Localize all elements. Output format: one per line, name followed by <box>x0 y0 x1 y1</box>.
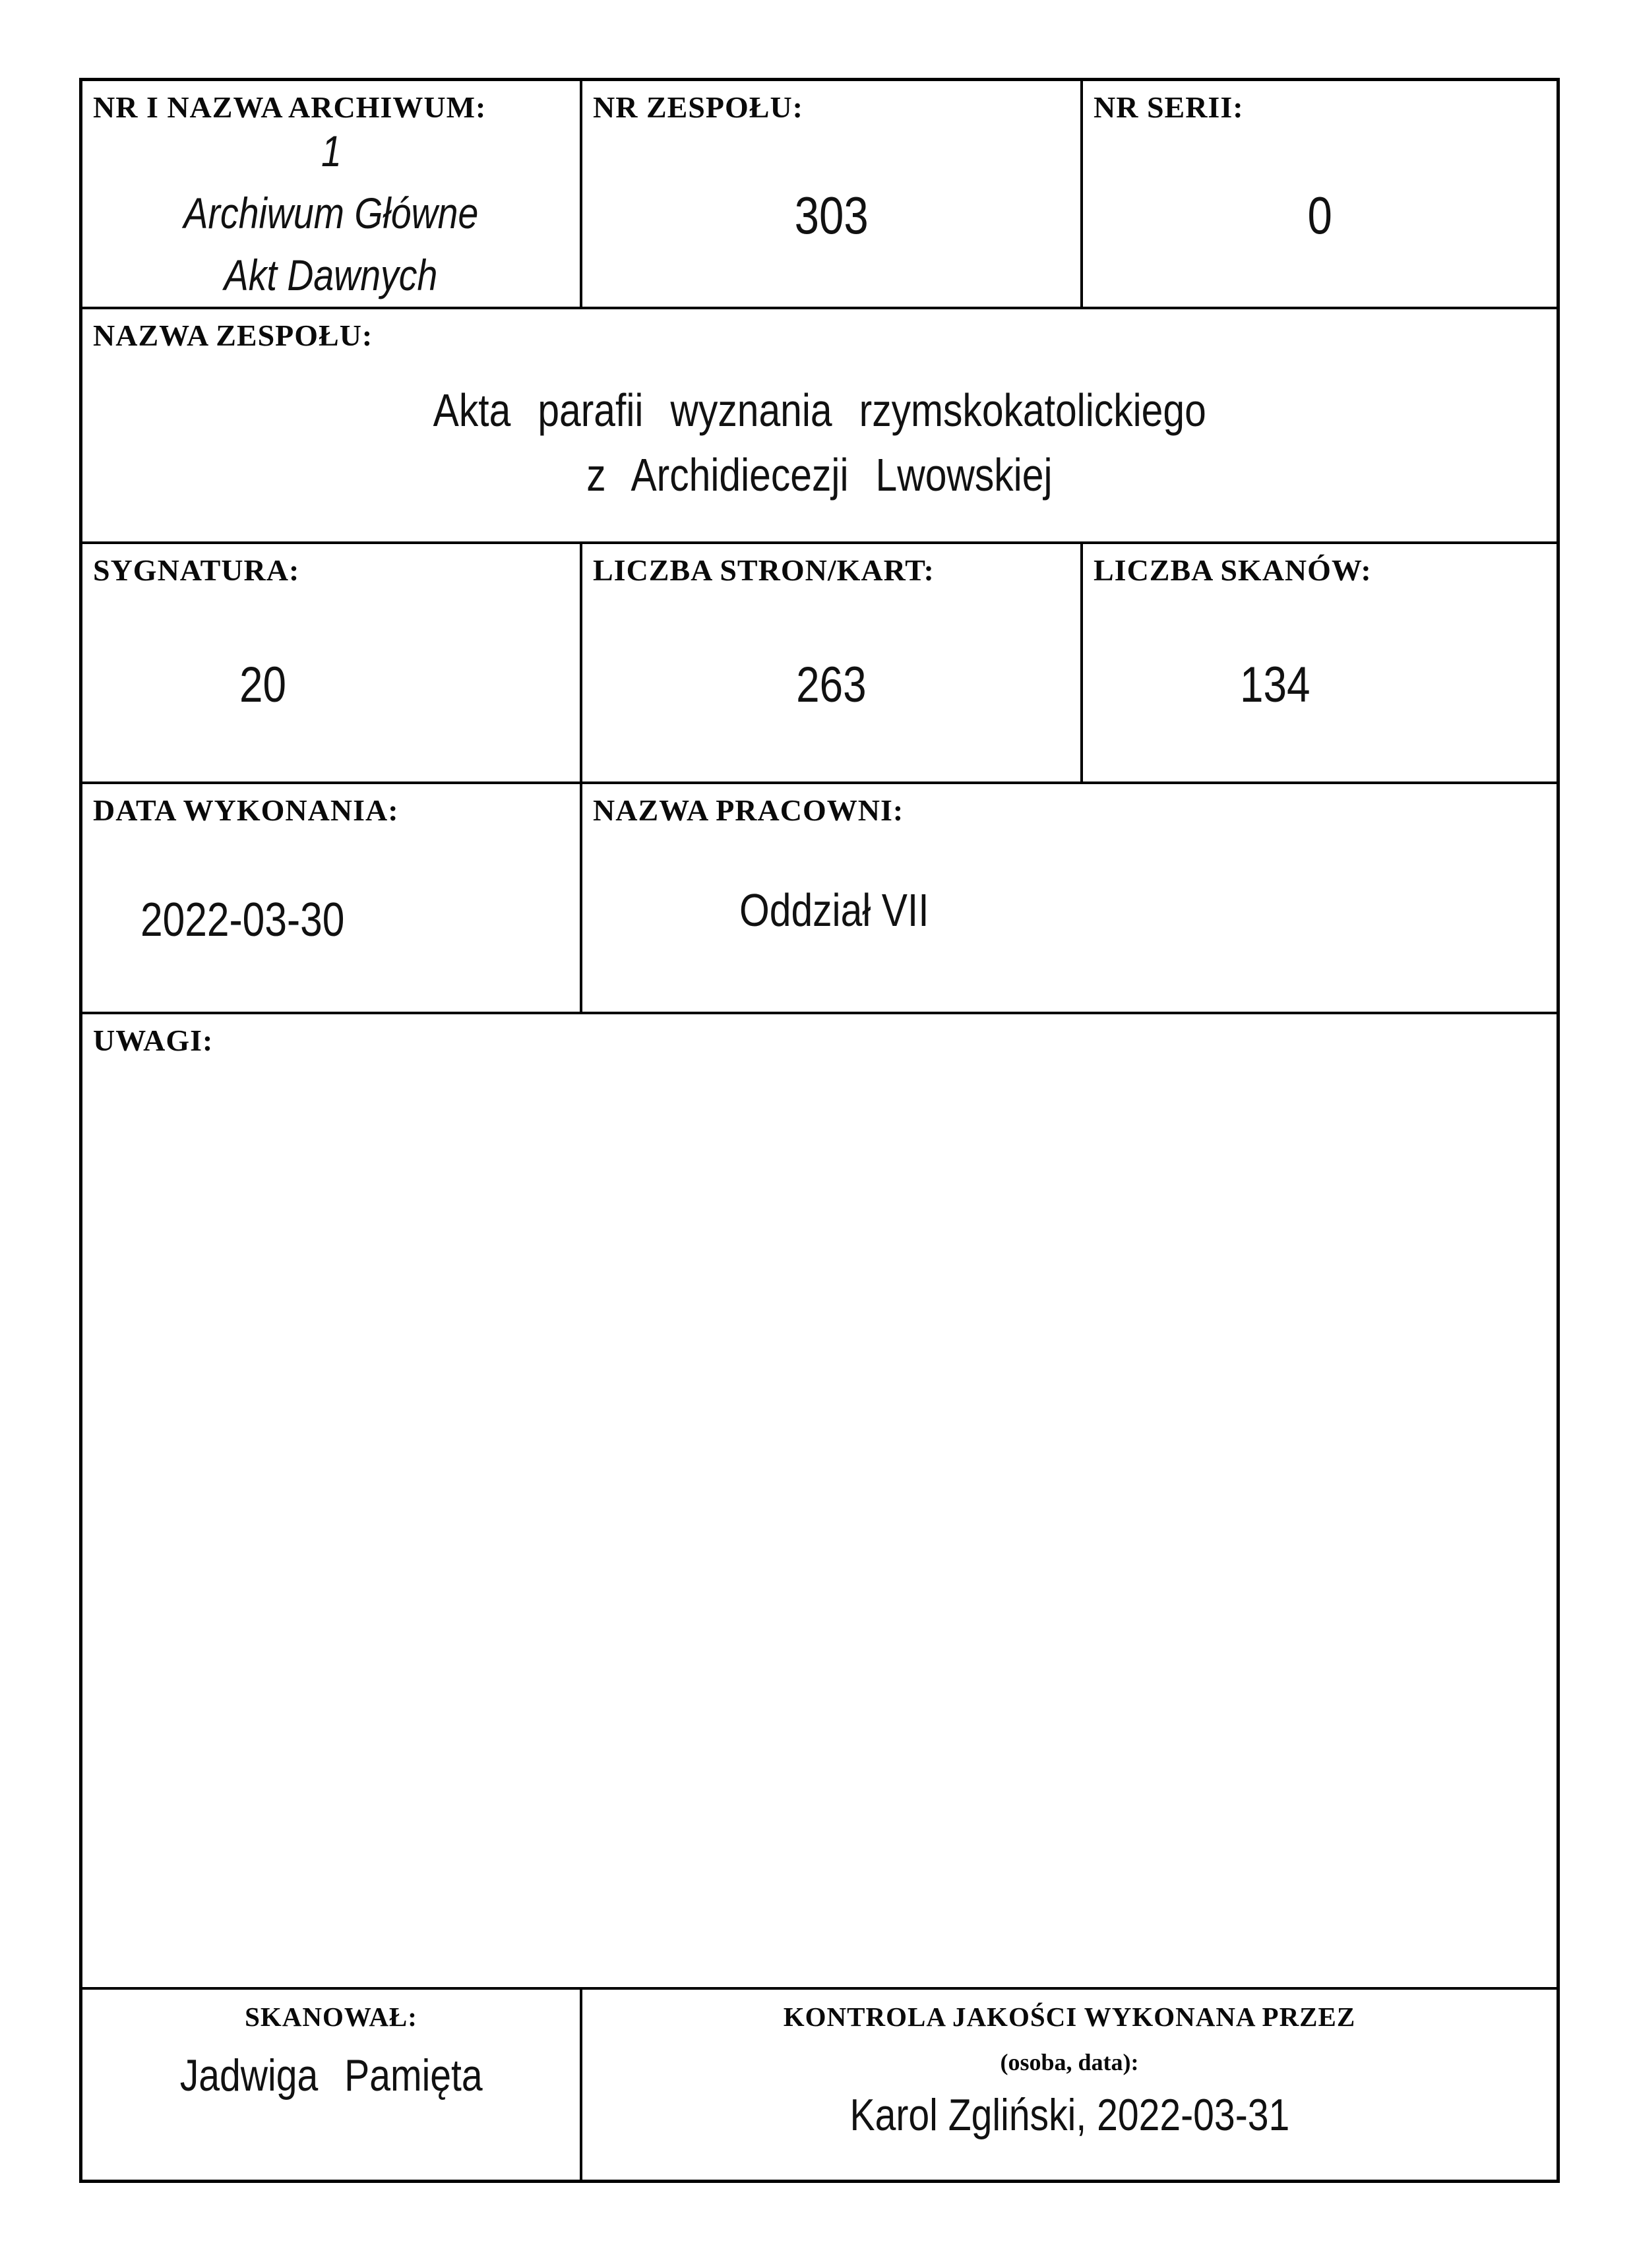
archive-name-value <box>82 120 580 307</box>
cell-scanned-by <box>82 1990 580 2180</box>
row-execution <box>82 782 1557 1012</box>
fonds-number-label: NR ZESPOŁU: <box>593 90 803 124</box>
row-counts <box>82 541 1557 782</box>
cell-archive-name <box>82 81 580 307</box>
scans-count-label: LICZBA SKANÓW: <box>1094 553 1372 587</box>
pages-count-label: LICZBA STRON/KART: <box>593 553 935 587</box>
series-number-value-zone <box>1083 125 1557 307</box>
execution-date-value-zone <box>82 828 580 1012</box>
quality-control-value: Karol Zgliński, 2022-03-31 <box>849 2089 1289 2140</box>
archive-name-line2: Akt Dawnych <box>224 251 438 300</box>
workroom-name-value-zone <box>582 828 1557 1012</box>
archive-name-line1: Archiwum Główne <box>183 189 479 238</box>
cell-workroom-name <box>580 784 1557 1012</box>
scanned-by-value: Jadwiga Pamięta <box>179 2050 483 2101</box>
series-number-label: NR SERII: <box>1094 90 1244 124</box>
fonds-name-line2: z Archidiecezji Lwowskiej <box>586 449 1053 501</box>
pages-count-value: 263 <box>796 656 867 713</box>
scanned-by-value-zone <box>82 2033 580 2180</box>
fonds-name-label: NAZWA ZESPOŁU: <box>93 319 373 352</box>
row-signoff <box>82 1987 1557 2180</box>
cell-scans-count <box>1080 544 1557 782</box>
fonds-number-value: 303 <box>794 186 869 245</box>
archive-name-label: NR I NAZWA ARCHIWUM: <box>93 90 487 124</box>
row-remarks <box>82 1012 1557 1987</box>
workroom-name-label: NAZWA PRACOWNI: <box>593 793 904 827</box>
execution-date-value: 2022-03-30 <box>140 893 345 946</box>
execution-date-label: DATA WYKONANIA: <box>93 793 399 827</box>
cell-remarks <box>82 1014 1557 1987</box>
signature-value-zone <box>82 588 580 782</box>
fonds-number-value-zone <box>582 125 1080 307</box>
quality-control-label: KONTROLA JAKOŚCI WYKONANA PRZEZ <box>783 2002 1356 2032</box>
archive-number: 1 <box>321 127 342 176</box>
fonds-name-value <box>82 344 1557 541</box>
row-archive-identifiers <box>82 81 1557 307</box>
quality-control-value-zone <box>582 2076 1557 2180</box>
cell-pages-count <box>580 544 1080 782</box>
fonds-name-line1: Akta parafii wyznania rzymskokatolickiego <box>433 384 1206 437</box>
archive-metadata-table <box>79 78 1560 2183</box>
scanned-by-label: SKANOWAŁ: <box>245 2002 417 2032</box>
pages-count-value-zone <box>582 588 1080 782</box>
cell-fonds-number <box>580 81 1080 307</box>
cell-quality-control <box>580 1990 1557 2180</box>
remarks-label: UWAGI: <box>93 1024 214 1057</box>
quality-control-sublabel: (osoba, data): <box>1000 2049 1139 2076</box>
cell-signature <box>82 544 580 782</box>
signature-label: SYGNATURA: <box>93 553 300 587</box>
row-fonds-name <box>82 307 1557 541</box>
cell-fonds-name <box>82 309 1557 541</box>
cell-execution-date <box>82 784 580 1012</box>
series-number-value: 0 <box>1307 186 1332 245</box>
scans-count-value: 134 <box>1240 656 1311 713</box>
cell-series-number <box>1080 81 1557 307</box>
workroom-name-value: Oddział VII <box>739 884 929 936</box>
scans-count-value-zone <box>1083 588 1557 782</box>
signature-value: 20 <box>239 656 287 713</box>
